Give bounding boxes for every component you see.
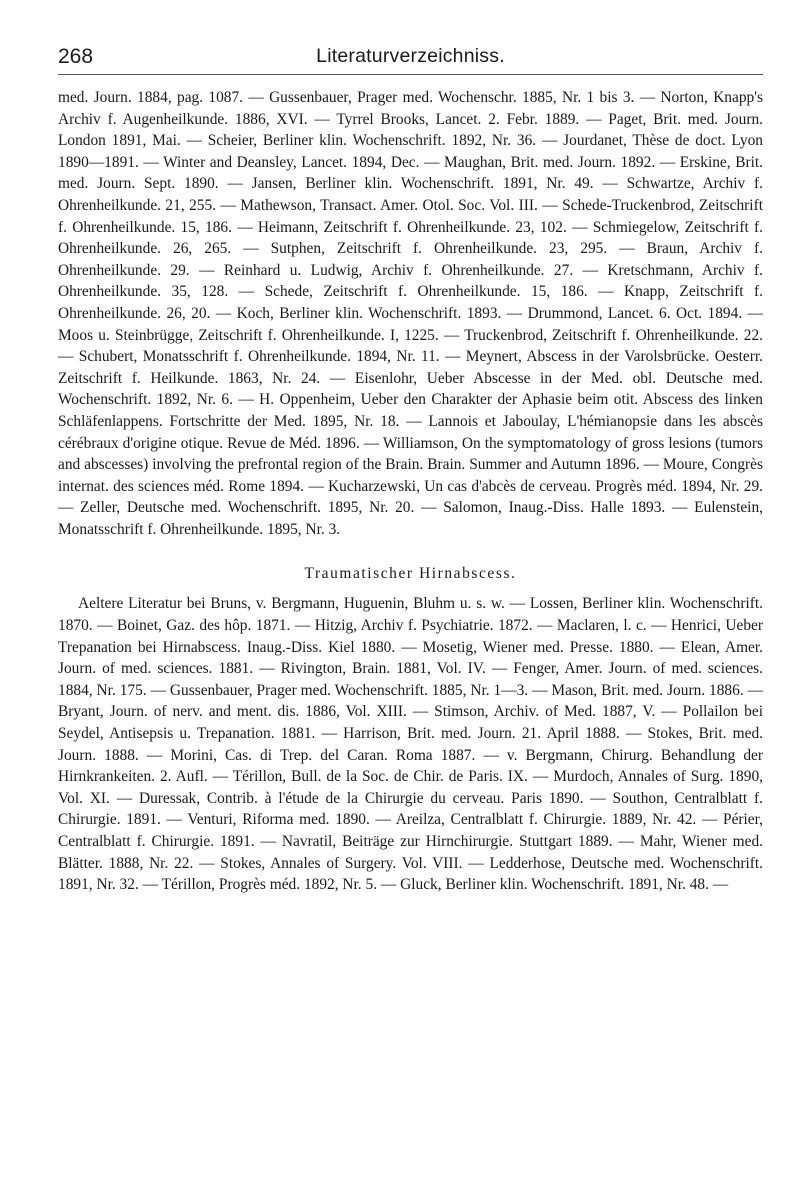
- page-number: 268: [58, 45, 94, 68]
- bibliography-section-text: Aeltere Literatur bei Bruns, v. Bergmann, Huguenin, Bluhm u. s. w. — Lossen, Berliner klin. Wochenschrift. 1870. — Boinet, Gaz. des hôp. 1871. — Hitzig, Archiv f. Psychiatrie. 1872. — Maclaren, l. c. — Henrici, Ueber Trepanation bei Hirnabscess. Inaug.-Diss. Kiel 1880. — Mosetig, Wiener med. Presse. 1880. — Elean, Amer. Journ. of med. sciences. 1881. — Rivington, Brain. 1881, Vol. IV. — Fenger, Amer. Journ. of med. sciences. 1884, Nr. 175. — Gussenbauer, Prager med. Wochenschrift. 1885, Nr. 1—3. — Mason, Brit. med. Journ. 1886. — Bryant, Journ. of nerv. and ment. dis. 1886, Vol. XIII. — Stimson, Archiv. of Med. 1887, V. — Pollailon bei Seydel, Antisepsis u. Trepanation. 1881. — Harrison, Brit. med. Journ. 21. April 1888. — Stokes, Brit. med. Journ. 1888. — Morini, Cas. di Trep. del Caran. Roma 1887. — v. Bergmann, Chirurg. Behandlung der Hirnkrankeiten. 2. Aufl. — Térillon, Bull. de la Soc. de Chir. de Paris. IX. — Murdoch, Annales of Surg. 1890, Vol. XI. — Duressak, Contrib. à l'étude de la Chirurgie du cerveau. Paris 1890. — Southon, Centralblatt f. Chirurgie. 1891. — Venturi, Riforma med. 1890. — Areilza, Centralblatt f. Chirurgie. 1889, Nr. 42. — Périer, Centralblatt f. Chirurgie. 1891. — Navratil, Beiträge zur Hirnchirurgie. Stuttgart 1889. — Mahr, Wiener med. Blätter. 1888, Nr. 22. — Stokes, Annales of Surgery. Vol. VIII. — Ledderhose, Deutsche med. Wochenschrift. 1891, Nr. 32. — Térillon, Progrès méd. 1892, Nr. 5. — Gluck, Berliner klin. Wochenschrift. 1891, Nr. 48. —: [58, 595, 763, 894]
- section-heading: Traumatischer Hirnabscess.: [304, 565, 517, 583]
- book-page: [58, 40, 763, 896]
- bibliography-continuation: med. Journ. 1884, pag. 1087. — Gussenbauer, Prager med. Wochenschr. 1885, Nr. 1 bis 3. — Norton, Knapp's Archiv f. Augenheilkunde. 1886, XVI. — Tyrrel Brooks, Lancet. 2. Febr. 1889. — Paget, Brit. med. Journ. London 1891, Mai. — Scheier, Berliner klin. Wochenschrift. 1892, Nr. 36. — Jourdanet, Thèse de doct. Lyon 1890—1891. — Winter and Deansley, Lancet. 1894, Dec. — Maughan, Brit. med. Journ. 1892. — Erskine, Brit. med. Journ. Sept. 1890. — Jansen, Berliner klin. Wochenschrift. 1891, Nr. 49. — Schwartze, Archiv f. Ohrenheilkunde. 21, 255. — Mathewson, Transact. Amer. Otol. Soc. Vol. III. — Schede-Truckenbrod, Zeitschrift f. Ohrenheilkunde. 15, 186. — Heimann, Zeitschrift f. Ohrenheilkunde. 23, 102. — Schmiegelow, Zeitschrift f. Ohrenheilkunde. 26, 265. — Sutphen, Zeitschrift f. Ohrenheilkunde. 23, 295. — Braun, Archiv f. Ohrenheilkunde. 29. — Reinhard u. Ludwig, Archiv f. Ohrenheilkunde. 27. — Kretschmann, Archiv f. Ohrenheilkunde. 35, 128. — Schede, Zeitschrift f. Ohrenheilkunde. 15, 186. — Knapp, Zeitschrift f. Ohrenheilkunde. 26, 20. — Koch, Berliner klin. Wochenschrift. 1893. — Drummond, Lancet. 6. Oct. 1894. — Moos u. Steinbrügge, Zeitschrift f. Ohrenheilkunde. I, 1225. — Truckenbrod, Zeitschrift f. Ohrenheilkunde. 22. — Schubert, Monatsschrift f. Ohrenheilkunde. 1894, Nr. 11. — Meynert, Abscess in der Varolsbrücke. Oesterr. Zeitschrift f. Heilkunde. 1863, Nr. 24. — Eisenlohr, Ueber Abscesse in der Med. obl. Deutsche med. Wochenschrift. 1892, Nr. 6. — H. Oppenheim, Ueber den Charakter der Aphasie beim otit. Abscess des linken Schläfenlappens. Fortschritte der Med. 1895, Nr. 18. — Lannois et Jaboulay, L'hémianopsie dans les abscès cérébraux d'origine otique. Revue de Méd. 1896. — Williamson, On the symptomatology of gross lesions (tumors and abscesses) involving the prefrontal region of the Brain. Brain. Summer and Autumn 1896. — Moure, Congrès internat. des sciences méd. Rome 1894. — Kucharzewski, Un cas d'abcès de cerveau. Progrès méd. 1894, Nr. 29. — Zeller, Deutsche med. Wochenschrift. 1895, Nr. 20. — Salomon, Inaug.-Diss. Halle 1893. — Eulenstein, Monatsschrift f. Ohrenheilkunde. 1895, Nr. 3.: [58, 89, 763, 538]
- running-title: Literaturverzeichniss.: [316, 45, 505, 67]
- page-header: [58, 40, 763, 75]
